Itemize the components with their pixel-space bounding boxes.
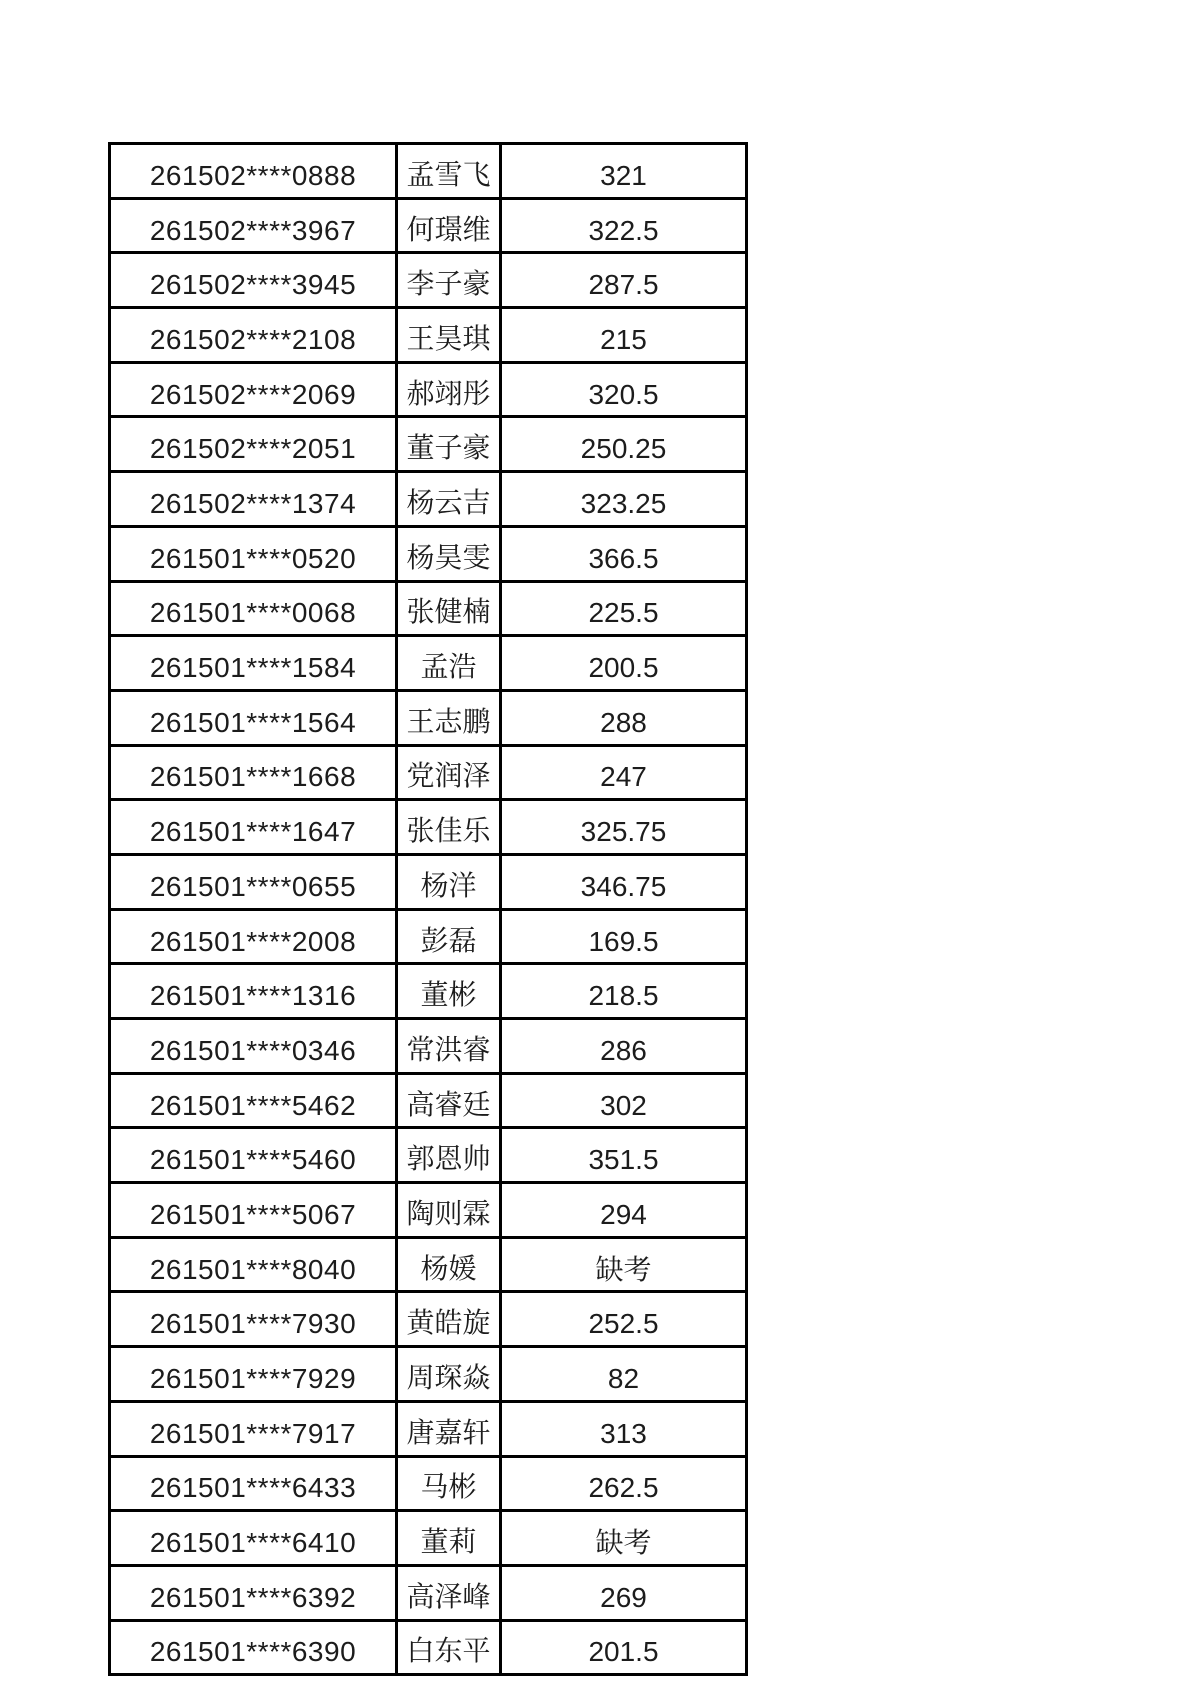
table-row: [110, 308, 747, 363]
student-name-cell: 周琛焱: [397, 1347, 501, 1402]
score-cell: 302: [501, 1073, 747, 1128]
student-name-cell: 王昊琪: [397, 308, 501, 363]
score-cell: 218.5: [501, 964, 747, 1019]
table-row: [110, 964, 747, 1019]
table-row: [110, 1347, 747, 1402]
table-row: [110, 1183, 747, 1238]
score-cell: 322.5: [501, 198, 747, 253]
score-cell: 250.25: [501, 417, 747, 472]
student-name-cell: 董莉: [397, 1511, 501, 1566]
table-row: [110, 144, 747, 199]
table-row: [110, 417, 747, 472]
student-name-cell: 张健楠: [397, 581, 501, 636]
table-row: [110, 909, 747, 964]
exam-id-cell: 261502****2051: [110, 417, 397, 472]
exam-id-cell: 261502****3967: [110, 198, 397, 253]
exam-id-cell: 261501****1647: [110, 800, 397, 855]
exam-id-cell: 261501****2008: [110, 909, 397, 964]
student-name-cell: 杨洋: [397, 854, 501, 909]
exam-id-cell: 261502****0888: [110, 144, 397, 199]
table-row: [110, 854, 747, 909]
exam-id-cell: 261502****1374: [110, 472, 397, 527]
score-cell: 346.75: [501, 854, 747, 909]
score-cell: 351.5: [501, 1128, 747, 1183]
score-cell: 215: [501, 308, 747, 363]
exam-id-cell: 261501****5460: [110, 1128, 397, 1183]
exam-id-cell: 261501****0346: [110, 1019, 397, 1074]
student-name-cell: 杨昊雯: [397, 526, 501, 581]
student-name-cell: 李子豪: [397, 253, 501, 308]
table-row: [110, 581, 747, 636]
table-row: [110, 690, 747, 745]
student-name-cell: 马彬: [397, 1456, 501, 1511]
exam-id-cell: 261501****7929: [110, 1347, 397, 1402]
score-table: [108, 142, 748, 1676]
exam-id-cell: 261502****3945: [110, 253, 397, 308]
table-row: [110, 1456, 747, 1511]
score-cell: 225.5: [501, 581, 747, 636]
student-name-cell: 陶则霖: [397, 1183, 501, 1238]
student-name-cell: 黄皓旋: [397, 1292, 501, 1347]
score-cell: 323.25: [501, 472, 747, 527]
score-cell: 366.5: [501, 526, 747, 581]
exam-id-cell: 261501****0068: [110, 581, 397, 636]
student-name-cell: 杨媛: [397, 1237, 501, 1292]
student-name-cell: 孟浩: [397, 636, 501, 691]
score-cell: 82: [501, 1347, 747, 1402]
exam-id-cell: 261501****7930: [110, 1292, 397, 1347]
exam-id-cell: 261501****0520: [110, 526, 397, 581]
exam-id-cell: 261501****6392: [110, 1565, 397, 1620]
score-cell: 200.5: [501, 636, 747, 691]
score-cell: 320.5: [501, 362, 747, 417]
score-cell: 287.5: [501, 253, 747, 308]
table-row: [110, 1128, 747, 1183]
table-row: [110, 472, 747, 527]
score-cell: 288: [501, 690, 747, 745]
table-row: [110, 1237, 747, 1292]
score-cell: 286: [501, 1019, 747, 1074]
score-cell: 294: [501, 1183, 747, 1238]
table-row: [110, 526, 747, 581]
table-row: [110, 1073, 747, 1128]
exam-id-cell: 261501****6433: [110, 1456, 397, 1511]
table-row: [110, 1565, 747, 1620]
score-cell: 269: [501, 1565, 747, 1620]
student-name-cell: 杨云吉: [397, 472, 501, 527]
table-row: [110, 362, 747, 417]
table-row: [110, 1292, 747, 1347]
table-row: [110, 800, 747, 855]
student-name-cell: 王志鹏: [397, 690, 501, 745]
exam-id-cell: 261501****1564: [110, 690, 397, 745]
student-name-cell: 张佳乐: [397, 800, 501, 855]
exam-id-cell: 261501****0655: [110, 854, 397, 909]
table-row: [110, 1401, 747, 1456]
exam-id-cell: 261501****8040: [110, 1237, 397, 1292]
exam-id-cell: 261501****1668: [110, 745, 397, 800]
score-cell: 169.5: [501, 909, 747, 964]
exam-id-cell: 261502****2108: [110, 308, 397, 363]
table-row: [110, 253, 747, 308]
exam-id-cell: 261501****1316: [110, 964, 397, 1019]
table-row: [110, 745, 747, 800]
student-name-cell: 郝翊彤: [397, 362, 501, 417]
score-cell: 252.5: [501, 1292, 747, 1347]
student-name-cell: 董子豪: [397, 417, 501, 472]
exam-id-cell: 261501****1584: [110, 636, 397, 691]
score-cell: 201.5: [501, 1620, 747, 1675]
student-name-cell: 何璟维: [397, 198, 501, 253]
table-row: [110, 198, 747, 253]
exam-id-cell: 261501****5462: [110, 1073, 397, 1128]
student-name-cell: 高泽峰: [397, 1565, 501, 1620]
score-cell: 缺考: [501, 1237, 747, 1292]
table-row: [110, 1019, 747, 1074]
exam-id-cell: 261502****2069: [110, 362, 397, 417]
score-cell: 247: [501, 745, 747, 800]
student-name-cell: 董彬: [397, 964, 501, 1019]
table-row: [110, 636, 747, 691]
exam-id-cell: 261501****6410: [110, 1511, 397, 1566]
exam-id-cell: 261501****7917: [110, 1401, 397, 1456]
student-name-cell: 党润泽: [397, 745, 501, 800]
score-cell: 262.5: [501, 1456, 747, 1511]
student-name-cell: 白东平: [397, 1620, 501, 1675]
table-row: [110, 1620, 747, 1675]
student-name-cell: 孟雪飞: [397, 144, 501, 199]
score-cell: 313: [501, 1401, 747, 1456]
exam-id-cell: 261501****6390: [110, 1620, 397, 1675]
exam-id-cell: 261501****5067: [110, 1183, 397, 1238]
score-cell: 325.75: [501, 800, 747, 855]
document-page: [108, 142, 748, 1676]
student-name-cell: 常洪睿: [397, 1019, 501, 1074]
table-row: [110, 1511, 747, 1566]
student-name-cell: 彭磊: [397, 909, 501, 964]
student-name-cell: 郭恩帅: [397, 1128, 501, 1183]
score-table-body: [110, 144, 747, 1675]
score-cell: 缺考: [501, 1511, 747, 1566]
student-name-cell: 唐嘉轩: [397, 1401, 501, 1456]
score-cell: 321: [501, 144, 747, 199]
student-name-cell: 高睿廷: [397, 1073, 501, 1128]
